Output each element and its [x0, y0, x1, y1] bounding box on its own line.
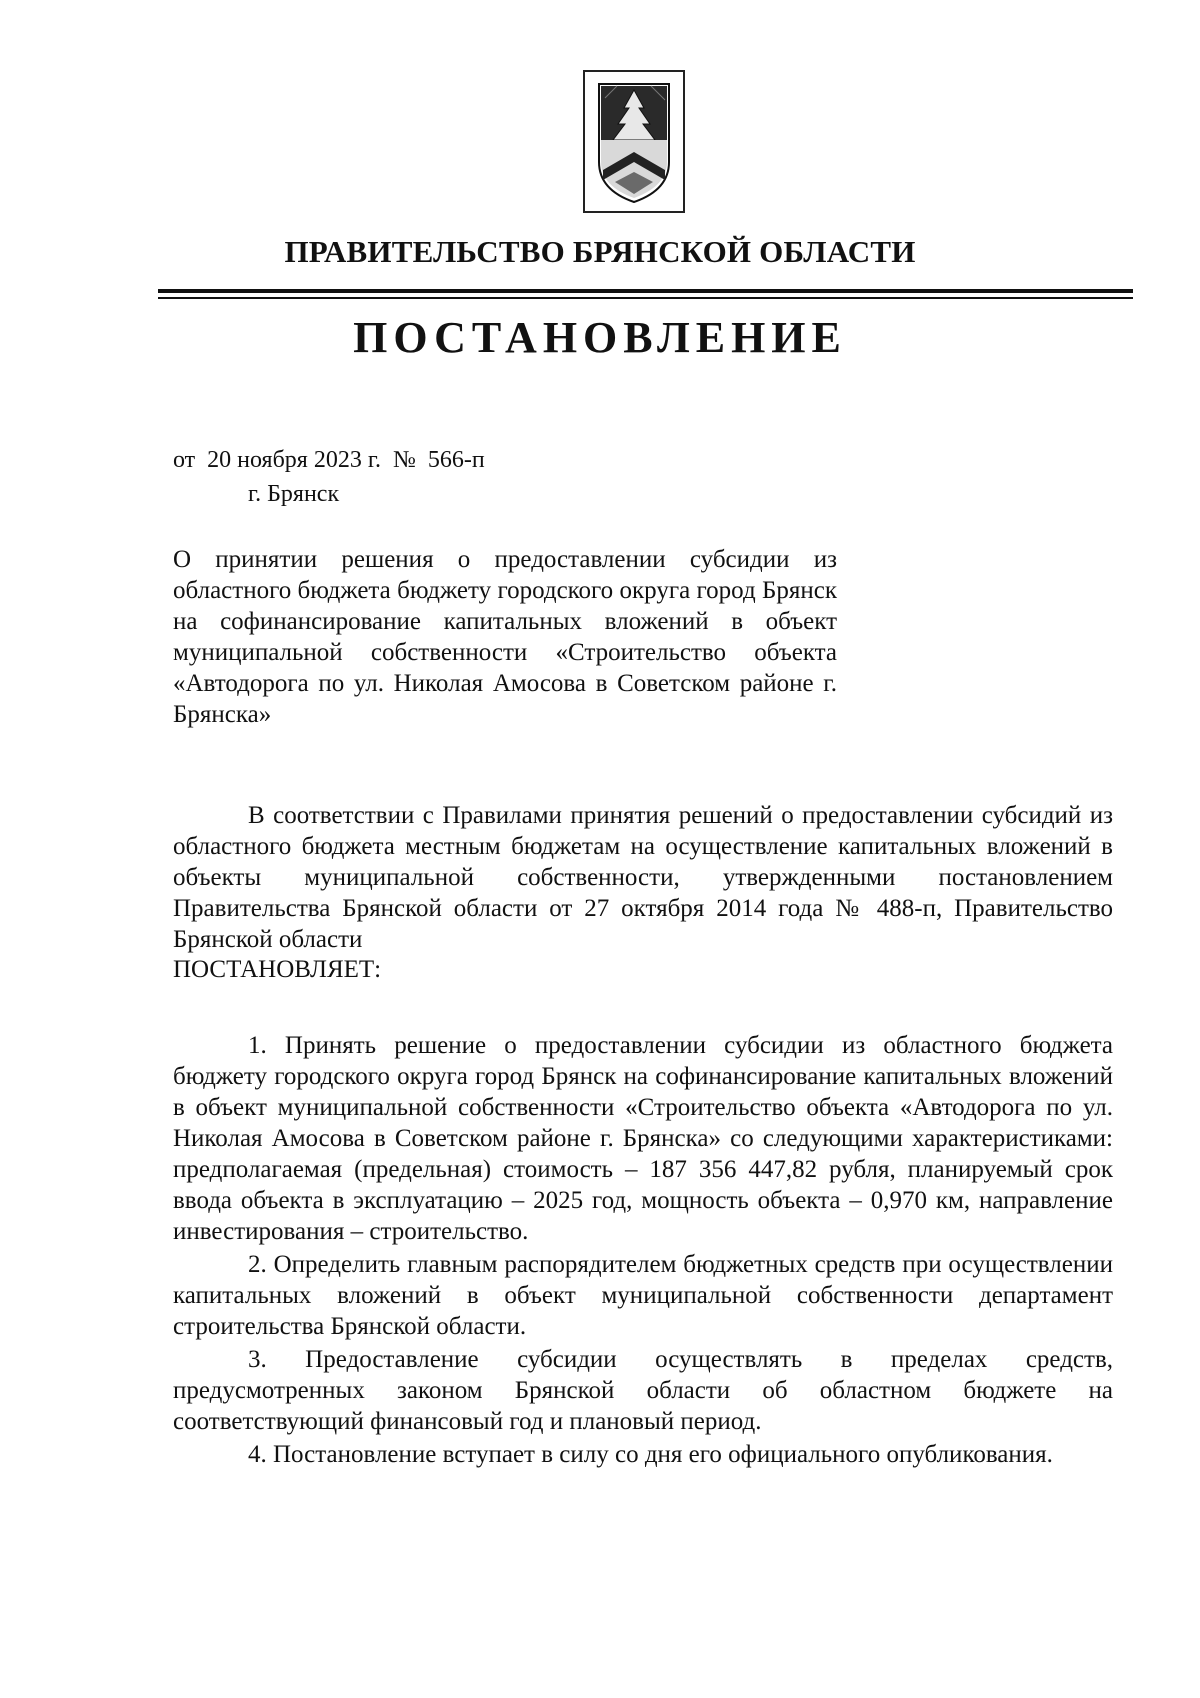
coat-of-arms-icon: [595, 78, 673, 206]
date-number-line: от 20 ноября 2023 г. № 566-п: [173, 447, 485, 473]
decree-item-3: 3. Предоставление субсидии осуществлять в пределах средств, предусмотренных законом Брянской области об областном бюджете на соответствующий финансовый год и плановый период.: [173, 1346, 1113, 1435]
preamble-text: В соответствии с Правилами принятия решений о предоставлении субсидий из областного бюджета местным бюджетам на осуществление капитальных вложений в объекты муниципальной собственности, утвержденными постановлением Правительства Брянской области от 27 октября 2014 года № 488-п, Правительство Брянской области: [173, 802, 1113, 953]
decree-items: [173, 1030, 1113, 1470]
document-type-heading: ПОСТАНОВЛЕНИЕ: [353, 313, 847, 362]
decree-item-2: 2. Определить главным распорядителем бюджетных средств при осуществлении капитальных вложений в объект муниципальной собственности департамент строительства Брянской области.: [173, 1251, 1113, 1340]
document-subject: О принятии решения о предоставлении субсидии из областного бюджета бюджету городского округа город Брянск на софинансирование капитальных вложений в объект муниципальной собственности «Строительство объекта «Автодорога по ул. Николая Амосова в Советском районе г. Брянска»: [173, 546, 837, 728]
decree-item-1: 1. Принять решение о предоставлении субсидии из областного бюджета бюджету городского округа город Брянск на софинансирование капитальных вложений в объект муниципальной собственности «Строительство объекта «Автодорога по ул. Николая Амосова в Советском районе г. Брянска» со следующими характеристиками: предполагаемая (предельная) стоимость – 187 356 447,82 рубля, планируемый срок ввода объекта в эксплуатацию – 2025 год, мощность объекта – 0,970 км, направление инвестирования – строительство.: [173, 1032, 1113, 1245]
header-rule-thin: [158, 297, 1133, 299]
decree-item-4: 4. Постановление вступает в силу со дня его официального опубликования.: [248, 1441, 1053, 1468]
preamble-paragraph: [173, 800, 1113, 955]
government-title: ПРАВИТЕЛЬСТВО БРЯНСКОЙ ОБЛАСТИ: [284, 234, 916, 269]
city-line: г. Брянск: [248, 481, 340, 507]
coat-of-arms-emblem: [583, 70, 685, 213]
header-rule-thick: [158, 289, 1133, 293]
decree-word: ПОСТАНОВЛЯЕТ:: [173, 956, 382, 983]
